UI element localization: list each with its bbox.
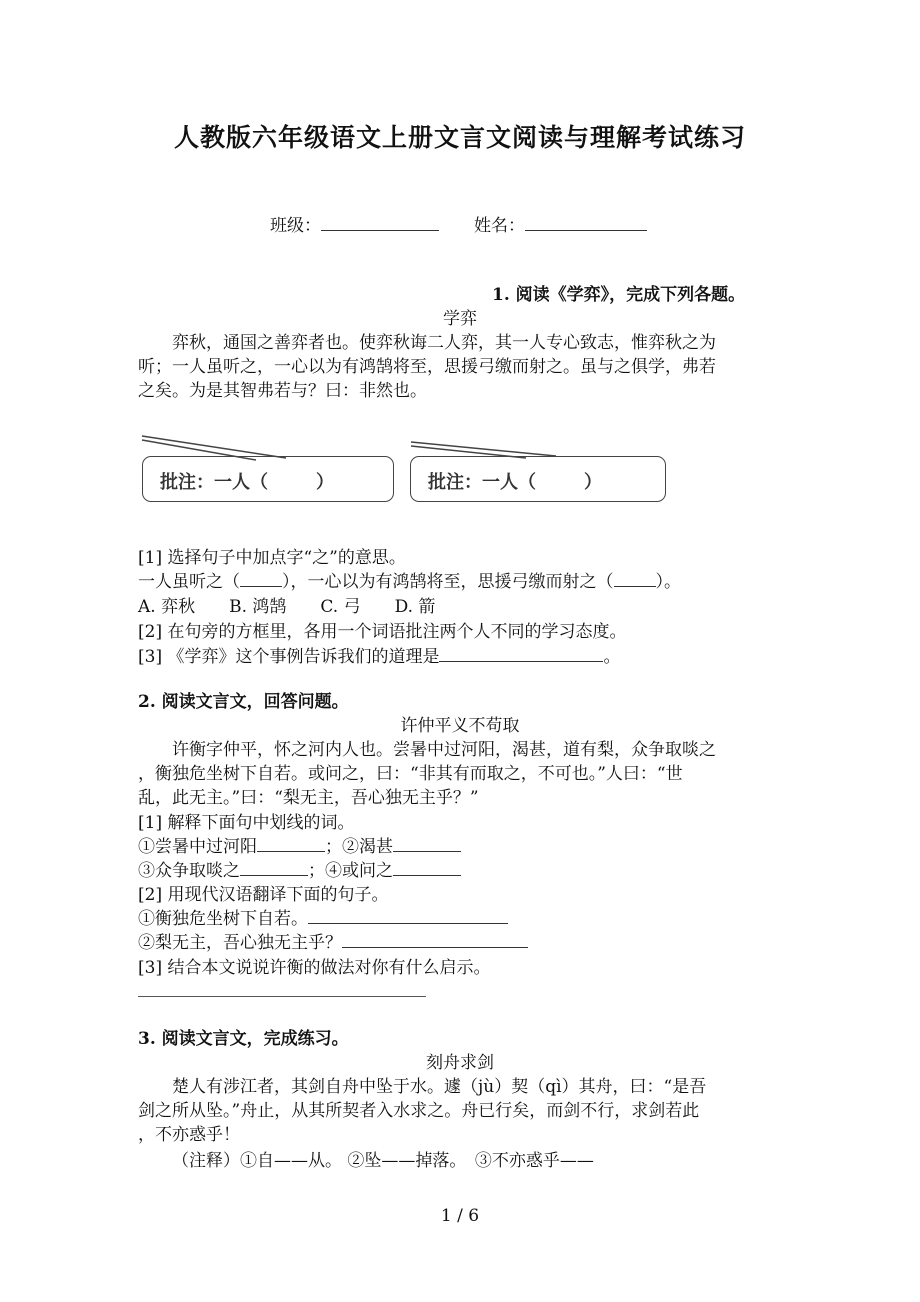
annotation-box-2-label: 批注：一人（ ） [428, 472, 602, 493]
name-blank[interactable] [525, 214, 647, 231]
q2-blank-3[interactable] [240, 859, 308, 876]
q3-passage-line-3: ，不亦惑乎！ [138, 1125, 240, 1145]
q3-heading: 3. 阅读文言文，完成练习。 [138, 1029, 349, 1049]
q2-items-row-1: ①尝暑中过河阳 ；②渴甚 [138, 835, 461, 859]
q2-blank-2[interactable] [393, 835, 461, 852]
q2-sub3-answer-line[interactable] [138, 996, 426, 997]
q1-sub3: [3] 《学弈》这个事例告诉我们的道理是 。 [138, 647, 621, 667]
page-title: 人教版六年级语文上册文言文阅读与理解考试练习 [173, 123, 746, 152]
q2-passage-line-2: ，衡独危坐树下自若。或问之，曰：“非其有而取之，不可也。”人曰：“世 [138, 764, 683, 784]
q2-sub1: [1] 解释下面句中划线的词。 [138, 813, 355, 833]
q2-sub2: [2] 用现代汉语翻译下面的句子。 [138, 885, 389, 905]
q3-passage-line-2: 剑之所从坠。”舟止，从其所契者入水求之。舟已行矣，而剑不行，求剑若此 [138, 1101, 700, 1121]
q1-heading: 1. 阅读《学弈》，完成下列各题。 [492, 285, 746, 305]
q2-passage-line-3: 乱，此无主。”曰：“梨无主，吾心独无主乎？” [138, 788, 479, 808]
class-blank[interactable] [321, 214, 439, 231]
q1-options: A. 弈秋 B. 鸿鹄 C. 弓 D. 箭 [138, 597, 436, 617]
q1-sub2: [2] 在句旁的方框里，各用一个词语批注两个人不同的学习态度。 [138, 622, 627, 642]
q2-passage-title: 许仲平义不苟取 [400, 716, 520, 736]
annotation-box-1-label: 批注：一人（ ） [160, 472, 334, 493]
q1-passage-line-1: 弈秋，通国之善弈者也。使弈秋诲二人弈，其一人专心致志，惟弈秋之为 [138, 333, 716, 353]
q1-passage-title: 学弈 [443, 309, 477, 329]
q2-heading: 2. 阅读文言文，回答问题。 [138, 692, 349, 712]
q2-trans-blank-2[interactable] [342, 931, 528, 948]
class-label: 班级： [270, 216, 321, 236]
q1-sub3-blank[interactable] [439, 645, 603, 662]
q3-passage-line-1: 楚人有涉江者，其剑自舟中坠于水。遽（jù）契（qì）其舟，曰：“是吾 [138, 1077, 707, 1097]
q2-blank-4[interactable] [393, 859, 461, 876]
q2-trans-blank-1[interactable] [308, 907, 508, 924]
q1-blank-2[interactable] [614, 570, 656, 587]
q2-blank-1[interactable] [257, 835, 325, 852]
q3-passage-title: 刻舟求剑 [426, 1053, 494, 1073]
q2-trans-2: ②梨无主，吾心独无主乎？ [138, 931, 528, 955]
q1-passage-line-3: 之矣。为是其智弗若与？曰：非然也。 [138, 381, 427, 401]
page-number: 1 / 6 [440, 1206, 480, 1226]
q2-trans-1: ①衡独危坐树下自若。 [138, 907, 508, 931]
name-label: 姓名： [474, 216, 525, 236]
q1-passage-line-2: 听；一人虽听之，一心以为有鸿鹄将至，思援弓缴而射之。虽与之俱学，弗若 [138, 357, 716, 377]
q1-blank-1[interactable] [240, 570, 282, 587]
class-field [270, 214, 439, 238]
q3-note: （注释）①自——从。 ②坠——掉落。 ③不亦惑乎—— [172, 1151, 594, 1171]
q1-sub1-sentence: 一人虽听之（ ），一心以为有鸿鹄将至，思援弓缴而射之（ ）。 [138, 572, 681, 592]
q1-sub1: [1] 选择句子中加点字“之”的意思。 [138, 548, 406, 568]
name-field [474, 214, 647, 238]
q2-sub3: [3] 结合本文说说许衡的做法对你有什么启示。 [138, 958, 491, 978]
q2-items-row-2: ③众争取啖之 ；④或问之 [138, 859, 461, 883]
q2-passage-line-1: 许衡字仲平，怀之河内人也。尝暑中过河阳，渴甚，道有梨，众争取啖之 [138, 740, 716, 760]
